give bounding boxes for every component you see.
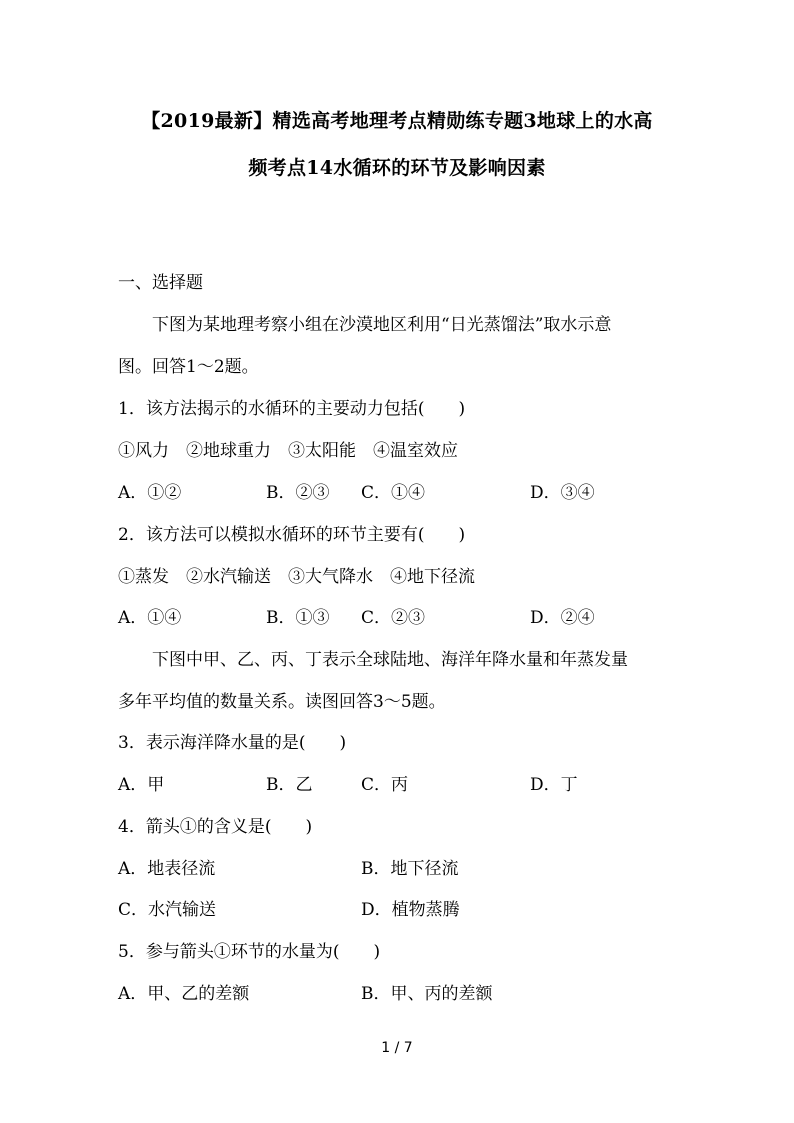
option-c: C．②③ (361, 608, 426, 628)
question-1-items: ①风力 ②地球重力 ③太阳能 ④温室效应 (118, 441, 458, 461)
intro-1-line-1: 下图为某地理考察小组在沙漠地区利用“日光蒸馏法”取水示意 (152, 315, 612, 335)
question-5-stem: 5．参与箭头①环节的水量为( ) (118, 942, 381, 962)
question-1-options (118, 481, 678, 505)
option-b: B．甲、丙的差额 (361, 984, 493, 1004)
title-line-2: 频考点14水循环的环节及影响因素 (248, 157, 546, 179)
option-a: A．甲 (118, 775, 165, 795)
question-2-items: ①蒸发 ②水汽输送 ③大气降水 ④地下径流 (118, 567, 475, 587)
section-heading: 一、选择题 (118, 273, 203, 293)
option-b: B．②③ (266, 483, 330, 503)
option-c: C．水汽输送 (118, 900, 217, 920)
option-b: B．地下径流 (361, 859, 459, 879)
option-c: C．①④ (361, 483, 426, 503)
question-5-options-row-1 (118, 982, 678, 1006)
option-a: A．①④ (118, 608, 182, 628)
option-b: B．①③ (266, 608, 330, 628)
question-4-options-row-2 (118, 898, 678, 922)
option-d: D．丁 (530, 775, 578, 795)
intro-2-line-2: 多年平均值的数量关系。读图回答3～5题。 (118, 692, 446, 712)
option-b: B．乙 (266, 775, 313, 795)
question-3-options (118, 773, 678, 797)
option-a: A．地表径流 (118, 859, 216, 879)
title-line-1: 【2019最新】精选高考地理考点精勋练专题3地球上的水高 (141, 110, 653, 132)
option-c: C．丙 (361, 775, 409, 795)
option-d: D．②④ (530, 608, 595, 628)
page-number: 1 / 7 (381, 1040, 413, 1056)
option-a: A．①② (118, 483, 182, 503)
question-2-stem: 2．该方法可以模拟水循环的环节主要有( ) (118, 525, 466, 545)
document-title (100, 98, 694, 192)
intro-2-line-1: 下图中甲、乙、丙、丁表示全球陆地、海洋年降水量和年蒸发量 (152, 650, 628, 670)
question-1-stem: 1．该方法揭示的水循环的主要动力包括( ) (118, 399, 466, 419)
option-d: D．③④ (530, 483, 595, 503)
question-4-stem: 4．箭头①的含义是( ) (118, 817, 313, 837)
question-2-options (118, 606, 678, 630)
intro-1-line-2: 图。回答1～2题。 (118, 357, 259, 377)
option-d: D．植物蒸腾 (361, 900, 460, 920)
option-a: A．甲、乙的差额 (118, 984, 250, 1004)
question-3-stem: 3．表示海洋降水量的是( ) (118, 733, 347, 753)
question-4-options-row-1 (118, 857, 678, 881)
